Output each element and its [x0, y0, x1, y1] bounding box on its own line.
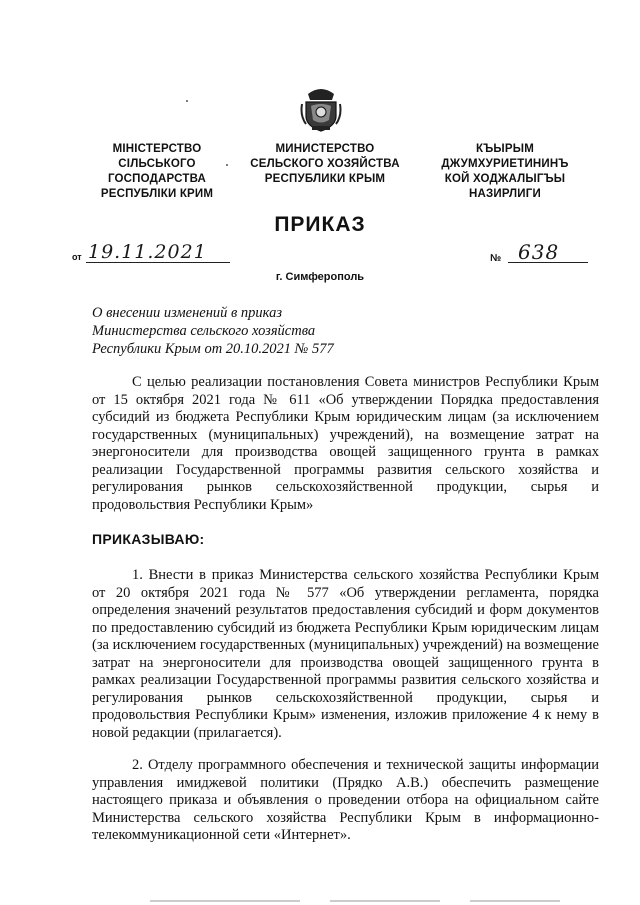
order-item-1: 1. Внести в приказ Министерства сельского хозяйства Республики Крым от 20 октября 2021 года № 577 «Об утверждении регламента, порядка определения значений результатов предоставления субсидий и форм документов по предоставлению субсидий из бюджета Республики Крым юридическим лицам (за исключением государственных (муниципальных) учреждений) на возмещение затрат на энергоносители для производства овощей защищенного грунта в рамках реализации Государственной программы развития сельского хозяйства и регулирования рынков сельскохозяйственной продукции, сырья и продовольствия Республики Крым» изменения, изложив приложение 4 к нему в новой редакции (прилагается).	[92, 567, 599, 741]
ministry-name-russian: МИНИСТЕРСТВО СЕЛЬСКОГО ХОЗЯЙСТВА РЕСПУБЛИКИ КРЫМ	[250, 143, 400, 185]
page-bottom-edge	[0, 899, 640, 903]
number-label: №	[490, 253, 502, 264]
city-name: г. Симферополь	[275, 271, 365, 283]
order-subject	[92, 304, 412, 358]
subject-line: О внесении изменений в приказ	[92, 305, 283, 321]
ministry-name-crimean-tatar: КЪЫРЫМ ДЖУМХУРИЕТИНИНЪ КОЙ ХОДЖАЛЫГЪЫ НАЗИРЛИГИ	[441, 143, 569, 200]
crimea-coat-of-arms-icon	[300, 86, 342, 132]
date-number-row	[72, 240, 592, 267]
order-item-2: 2. Отделу программного обеспечения и технической защиты информации управления имиджевой политики (Прядко А.В.) обеспечить размещение настоящего приказа и объявления о проведении отбора на официальном сайте Министерства сельского хозяйства Республики Крым в информационно-телекоммуникационной сети «Интернет».	[92, 757, 599, 843]
ministry-name-ukrainian: МІНІСТЕРСТВО СІЛЬСЬКОГО ГОСПОДАРСТВА РЕСПУБЛІКИ КРИМ	[100, 143, 214, 200]
subject-line: Республики Крым от 20.10.2021 № 577	[92, 341, 334, 357]
date-label: от	[72, 252, 82, 262]
date-value: 19.11.2021	[88, 241, 207, 263]
order-heading: ПРИКАЗЫВАЮ:	[92, 531, 205, 547]
number-value: 638	[518, 240, 560, 264]
preamble-paragraph: С целью реализации постановления Совета министров Республики Крым от 15 октября 2021 года № 611 «Об утверждении Порядка предоставления субсидий из бюджета Республики Крым юридическим лицам (за исключением государственных (муниципальных) учреждений), на возмещение затрат на энергоносители для производства овощей защищенного грунта в рамках реализации Государственной программы развития сельского хозяйства и регулирования рынков сельскохозяйственной продукции, сырья и продовольствия Республики Крым»	[92, 374, 599, 513]
scan-speck	[226, 164, 228, 166]
document-title: ПРИКАЗ	[274, 213, 366, 236]
subject-line: Министерства сельского хозяйства	[92, 323, 316, 339]
scan-speck	[186, 100, 188, 102]
